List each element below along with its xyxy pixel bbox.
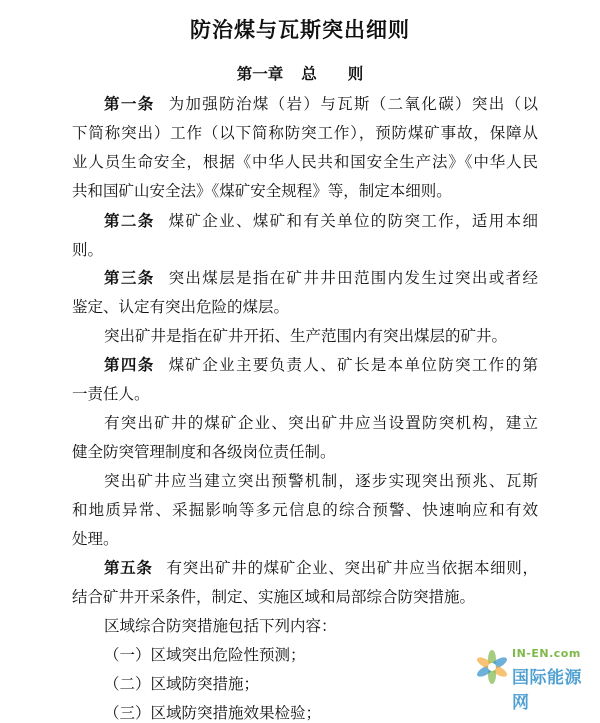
paragraph-line: 则。	[72, 241, 104, 259]
paragraph-line: 第三条 突出煤层是指在矿井井田范围内发生过突出或者经	[104, 269, 538, 287]
article-number: 第一条	[104, 95, 155, 113]
paragraph-line: 第二条 煤矿企业、煤矿和有关单位的防突工作，适用本细	[104, 212, 538, 230]
chapter-number: 第一章	[236, 65, 284, 83]
paragraph-line: 第四条 煤矿企业主要负责人、矿长是本单位防突工作的第	[104, 356, 538, 374]
paragraph-line: 业人员生命安全，根据《中华人民共和国安全生产法》《中华人民	[72, 153, 538, 171]
paragraph-line: 突出矿井是指在矿井开拓、生产范围内有突出煤层的矿井。	[104, 327, 508, 345]
article-number: 第五条	[104, 559, 153, 577]
paragraph-line: 下简称突出）工作（以下简称防突工作），预防煤矿事故，保障从	[72, 124, 538, 142]
chapter-heading	[0, 62, 600, 84]
watermark	[474, 643, 594, 713]
paragraph-line: 共和国矿山安全法》《煤矿安全规程》等，制定本细则。	[72, 182, 452, 200]
list-item: （三）区域防突措施效果检验；	[104, 704, 322, 722]
paragraph-line: 第一条 为加强防治煤（岩）与瓦斯（二氧化碳）突出（以	[104, 95, 538, 113]
paragraph-line: 鉴定、认定有突出危险的煤层。	[72, 298, 290, 316]
article-number: 第三条	[104, 269, 155, 287]
paragraph-line: 突出矿井应当建立突出预警机制，逐步实现突出预兆、瓦斯	[104, 472, 538, 490]
paragraph-line: 结合矿井开采条件，制定、实施区域和局部综合防突措施。	[72, 588, 476, 606]
watermark-cn: 国际能源网	[512, 668, 582, 713]
document-title: 防治煤与瓦斯突出细则	[190, 18, 410, 42]
sunflower-logo-icon	[474, 649, 510, 685]
chapter-name: 总 则	[301, 65, 364, 83]
paragraph-line: 一责任人。	[72, 385, 150, 403]
watermark-en: IN-EN.com	[512, 647, 581, 660]
list-item: （一）区域突出危险性预测；	[104, 646, 306, 664]
paragraph-line: 第五条 有突出矿井的煤矿企业、突出矿井应当依据本细则，	[104, 559, 538, 577]
paragraph-line: 有突出矿井的煤矿企业、突出矿井应当设置防突机构，建立	[104, 414, 538, 432]
list-item: （二）区域防突措施；	[104, 675, 260, 693]
article-number: 第四条	[104, 356, 155, 374]
paragraph-line: 区域综合防突措施包括下列内容：	[104, 617, 337, 635]
paragraph-line: 处理。	[72, 530, 119, 548]
article-number: 第二条	[104, 212, 155, 230]
paragraph-line: 健全防突管理制度和各级岗位责任制。	[72, 443, 336, 461]
paragraph-line: 和地质异常、采掘影响等多元信息的综合预警、快速响应和有效	[72, 501, 538, 519]
